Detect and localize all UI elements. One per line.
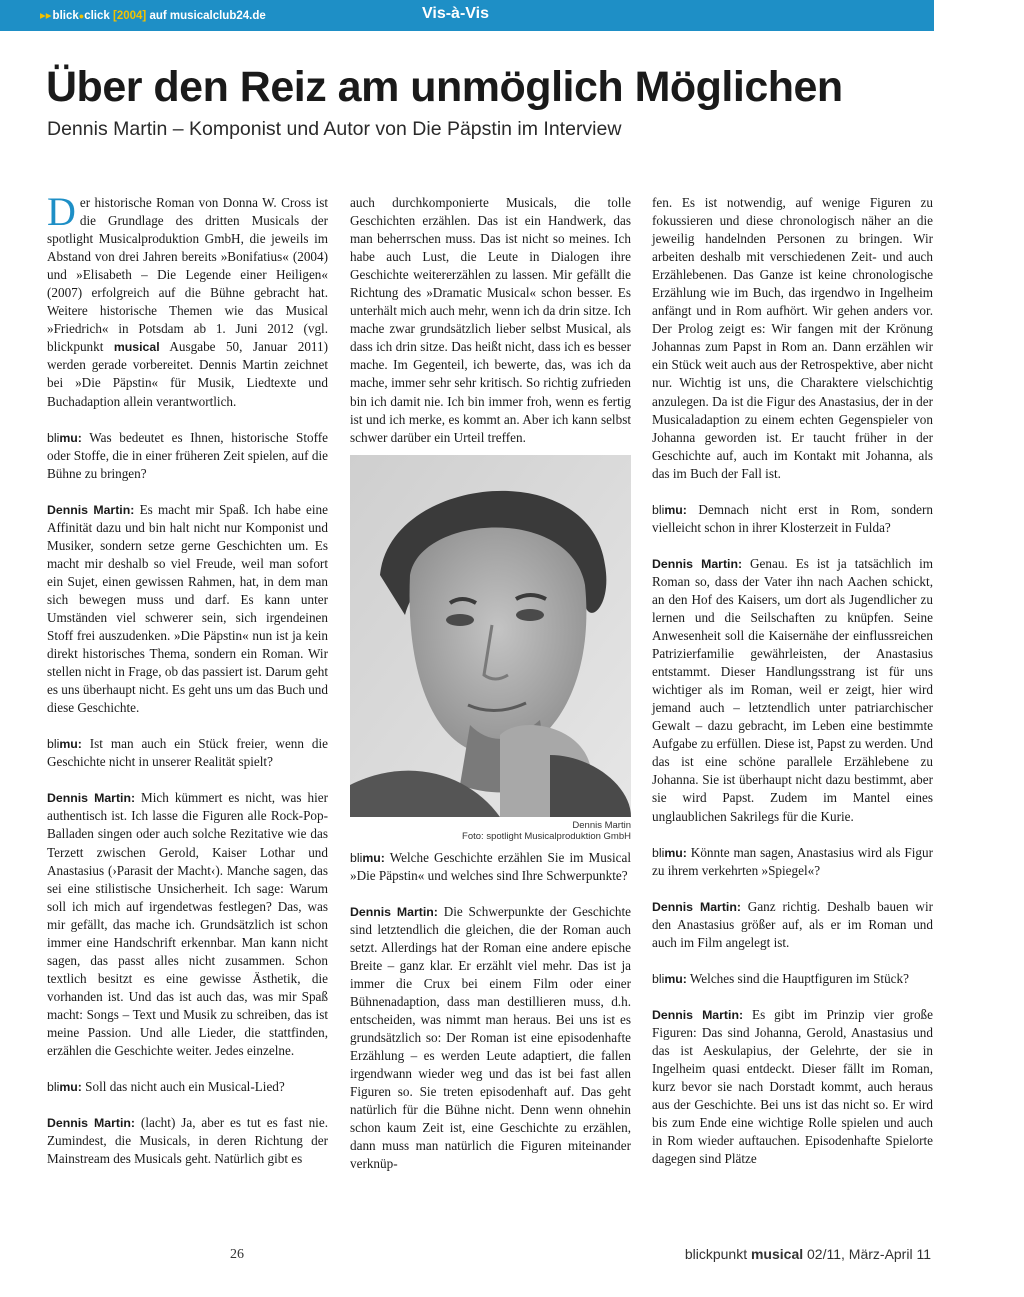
question-text: Demnach nicht erst in Rom, sondern vielleicht schon in ihrer Klosterzeit in Fulda? bbox=[652, 501, 933, 535]
caption-credit: Foto: spotlight Musicalproduktion GmbH bbox=[462, 831, 631, 843]
speaker-label: Dennis Martin: bbox=[652, 1007, 744, 1022]
speaker-label: Dennis Martin: bbox=[652, 556, 743, 571]
question-text: Soll das nicht auch ein Musical-Lied? bbox=[85, 1079, 285, 1095]
section-title: Vis-à-Vis bbox=[422, 5, 490, 22]
page-number: 26 bbox=[230, 1247, 244, 1262]
question-text: Könnte man sagen, Anastasius wird als Figur zu ihrem verkehrten »Spiegel«? bbox=[652, 844, 934, 878]
answer-text: Es macht mir Spaß. Ich habe eine Affinität dazu und bin halt nicht nur Komponist und Musiker, sondern setze gerne Geschichten um. Es macht mir deshalb so viel Freude, weil man sofort ein Sujet, einen gewissen Rahmen, hat, in dem man sich bewegen muss und darf. Es kann unter Umständen viel schwerer sein, sich irgendeinen Stoff frei auszudenken. »Die Päpstin« nun ist ja kein direkt historisches Thema, sondern ein Roman. Wir stellen nicht in Frage, ob das passiert ist. Darum geht es uns überhaupt nicht. Es geht uns um das Buch und diese Geschichte. bbox=[47, 501, 329, 716]
intro-brand: musical bbox=[113, 340, 160, 355]
site-part-blick: blick bbox=[52, 10, 79, 22]
answer-3-continued: auch durchkomponierte Musicals, die tolle Geschichten erzählen. Das ist ein Handwerk, das man beherrschen muss. Das ist nicht so meines. Ich habe auch Lust, die Leute in Dialogen ihre Geschichte weitererzählen zu lassen. Mir gefällt die Richtung des »Dramatic Musical« schon besser. Es unterhält mich auch mehr, wenn ich da drin sitze. Ich mache zwar grundsätzlich lieber selbst Musical, als dass ich drin sitze. Das heißt nicht, dass ich es besser mache. Im Gegenteil, ich bewerte, das, was ich da mache, immer sehr sehr kritisch. So richtig zufrieden bin ich damit nie. Ich bin immer froh, wenn es fertig ist und ich merke, es kommt an. Aber ich kann selbst schwer darüber ein Urteil treffen. bbox=[350, 195, 631, 445]
site-part-click: click bbox=[84, 10, 110, 22]
question-2 bbox=[47, 735, 328, 771]
question-text: Ist man auch ein Stück freier, wenn die Geschichte nicht in unserer Realität spielt? bbox=[47, 736, 328, 770]
double-arrow-icon: ▸▸ bbox=[40, 10, 52, 22]
interviewer-label: blimu: bbox=[47, 737, 82, 752]
question-text: Welche Geschichte erzählen Sie im Musical »Die Päpstin« und welches sind Ihre Schwerpunkte? bbox=[350, 849, 631, 883]
intro-text-b: Ausgabe 50, Januar 2011) werden gerade vorbereitet. Dennis Martin zeichnet bei »Die Päpstin« für Musik, Liedtexte und Buchadaption allein verantwortlich. bbox=[47, 339, 329, 409]
question-4 bbox=[350, 849, 631, 885]
question-5 bbox=[652, 501, 933, 537]
article-title: Über den Reiz am unmöglich Möglichen bbox=[46, 63, 843, 111]
answer-6 bbox=[652, 898, 933, 952]
header-bar bbox=[0, 0, 934, 31]
caption-name: Dennis Martin bbox=[572, 819, 631, 831]
answer-text: Ganz richtig. Deshalb bauen wir den Anastasius größer auf, als er im Roman und auch im Film angelegt ist. bbox=[652, 898, 933, 950]
intro-text-a: er historische Roman von Donna W. Cross ist die Grundlage des dritten Musicals der spotlight Musicalproduktion GmbH, die jeweils im Abstand von drei Jahren bereits »Bonifatius« (2004) und »Elisabeth – Die Legende einer Heiligen« (2007) erfolgreich auf die Bühne gebracht hat. Weitere historische Themen wie das Musical »Friedrich« in Potsdam ab 1. Juni 2012 (vgl. blickpunkt bbox=[47, 195, 328, 355]
column-2 bbox=[350, 194, 631, 1173]
speaker-label: Dennis Martin: bbox=[47, 502, 135, 517]
interviewer-label: blimu: bbox=[652, 845, 687, 860]
site-year: [2004] bbox=[112, 10, 147, 22]
question-1 bbox=[47, 429, 328, 483]
question-7 bbox=[652, 970, 933, 988]
portrait-figure bbox=[350, 455, 631, 843]
speaker-label: Dennis Martin: bbox=[47, 791, 136, 806]
magazine-issue: blickpunkt musical 02/11, März-April 11 bbox=[684, 1246, 931, 1262]
answer-4 bbox=[350, 903, 631, 1174]
answer-text: Mich kümmert es nicht, was hier authentisch ist. Ich lasse die Figuren alle Rock-Pop-Balladen singen oder auch solche Rezitative wie das Terzett zwischen Gerold, Kaiser Lothar und Anastasius (›Parasit der Macht‹). Manche sagen, das sei eine stilistische Unsicherheit. Ich sage: Warum soll ich mich auf irgendetwas festlegen? Das, was mir gefällt, das mache ich. Grundsätzlich ist schon immer eine Handschrift erkennbar. Man kann nicht sagen, das passt alles nicht zusammen. Schon textlich besitzt es eine gewisse Ästhetik, die vorhanden ist. Und das ist auch das, was mir Spaß macht: Songs – Text und Musik zu schreiben, das ist meine Passion. Und alle Lieder, die stattfinden, erzählen die Geschichte weiter. Jedes einzelne. bbox=[47, 790, 328, 1059]
answer-text: Genau. Es ist ja tatsächlich im Roman so, dass der Vater ihn nach Aachen schickt, an den Hof des Kaisers, um dort als Jugendlicher zu lernen und die Seilschaften zu knüpfen. Seine Anwesenheit soll die Kaisernähe der einflussreichen Patrizierfamilie gewährleisten, der Anastasius entstammt. Dieser Handlungsstrang ist für uns wichtiger als im Roman, weil er zeigt, hier wird jemand auch – letztendlich unter patriarchischer Gewalt – dazu gebracht, im Leben eine bestimmte Aufgabe zu erfüllen. Diese ist, Papst zu werden. Und das ist eine schöne parallele Erzählebene zu Johanna. Sie ist überhaupt nicht dazu bestimmt, aber sie wird Papst. Zudem im Mantel eines unglaublichen Sakrilegs für die Kurie. bbox=[652, 555, 933, 824]
interviewer-label: blimu: bbox=[47, 1080, 82, 1095]
question-text: Was bedeutet es Ihnen, historische Stoffe oder Stoffe, die in einer früheren Zeit spielen, auf die Bühne zu bringen? bbox=[47, 429, 329, 481]
portrait-photo bbox=[350, 455, 631, 817]
answer-text: Die Schwerpunkte der Geschichte sind letztendlich die gleichen, die der Roman auch setzt. Allerdings hat der Roman eine andere epische Breite – ganz klar. Er erzählt viel mehr. Das ist ja immer die Crux bei einem Film oder einer Bühnenadaption, dass man destillieren muss, d.h. entscheiden, was nimmt man heraus. Bei uns ist es grundsätzlich so: Der Roman ist eine episodenhafte Erzählung – es werden Leute adaptiert, die fallen irgendwann wieder weg und das ist bei fast allen Figuren so. Sie treten episodenhaft auf. Das geht natürlich für die Bühne nicht. Denn wenn ohnehin schon kaum Zeit ist, eine Geschichte zu erzählen, dann muss man natürlich die Figuren miteinander verknüp- bbox=[350, 903, 631, 1172]
drop-cap: D bbox=[47, 189, 76, 234]
header-site-link[interactable] bbox=[40, 8, 266, 22]
column-3 bbox=[652, 194, 933, 1168]
question-6 bbox=[652, 844, 933, 880]
intro-paragraph bbox=[47, 189, 329, 411]
answer-2 bbox=[47, 789, 328, 1060]
speaker-label: Dennis Martin: bbox=[652, 899, 741, 914]
answer-text: Es gibt im Prinzip vier große Figuren: Das sind Johanna, Gerold, Anastasius und das ist Aeskulapius, der Gelehrte, der sie in Ingelheim quasi entdeckt. Dieser fällt im Roman, kurz bevor sie nach Dorstadt kommt, auch heraus aus der Geschichte. Bei uns ist das nicht so. Er wird bis zum Ende eine wichtige Rolle spielen und auch in Rom wieder auftauchen. Episodenhafte Spielorte dagegen sind Plätze bbox=[652, 1006, 934, 1167]
speaker-label: Dennis Martin: bbox=[350, 904, 438, 919]
speaker-label: Dennis Martin: bbox=[47, 1116, 136, 1131]
answer-3 bbox=[47, 1114, 328, 1168]
photo-caption bbox=[350, 820, 631, 843]
answer-5 bbox=[652, 555, 933, 826]
interviewer-label: blimu: bbox=[47, 430, 82, 445]
answer-text: (lacht) Ja, aber es tut es fast nie. Zumindest, die Musicals, in deren Richtung der Mainstream des Musicals geht. Natürlich gibt es bbox=[47, 1115, 328, 1167]
answer-1 bbox=[47, 501, 328, 718]
dot-icon: ● bbox=[78, 11, 85, 21]
question-text: Welches sind die Hauptfiguren im Stück? bbox=[689, 970, 909, 986]
answer-4-continued: fen. Es ist notwendig, auf wenige Figuren zu fokussieren und diese chronologisch näher an die jeweilig handelnden Personen zu bringen. Wir arbeiten deshalb mit verschiedenen Zeit- und auch Erzählebenen. Das Ganze ist keine chronologische Erzählung wie im Buch, das irgendwo in Ingelheim anfängt und in Rom aufhört. Wir gehen anders vor. Der Prolog zeigt es: Wir fangen mit der Krönung Johannas zum Papst in Rom an. Dann erzählen wir ein Stück weit auch aus der Retrospektive, aber nicht nur. Wichtig ist uns, die Charaktere vielschichtig anzulegen. Da ist die Figur des Anastasius, der in der Musicaladaption zu einem echten Gegenspieler von Johanna geworden ist. Er taucht früher in der Geschichte auf, auch im Kontakt mit Johanna, als das im Buch der Fall ist. bbox=[652, 195, 933, 481]
article-subtitle: Dennis Martin – Komponist und Autor von Die Päpstin im Interview bbox=[47, 118, 622, 140]
question-3 bbox=[47, 1078, 328, 1096]
interviewer-label: blimu: bbox=[350, 850, 385, 865]
interviewer-label: blimu: bbox=[652, 502, 687, 517]
column-1 bbox=[47, 189, 329, 1168]
interviewer-label: blimu: bbox=[652, 971, 687, 986]
site-domain: auf musicalclub24.de bbox=[149, 10, 266, 22]
answer-7 bbox=[652, 1006, 933, 1168]
